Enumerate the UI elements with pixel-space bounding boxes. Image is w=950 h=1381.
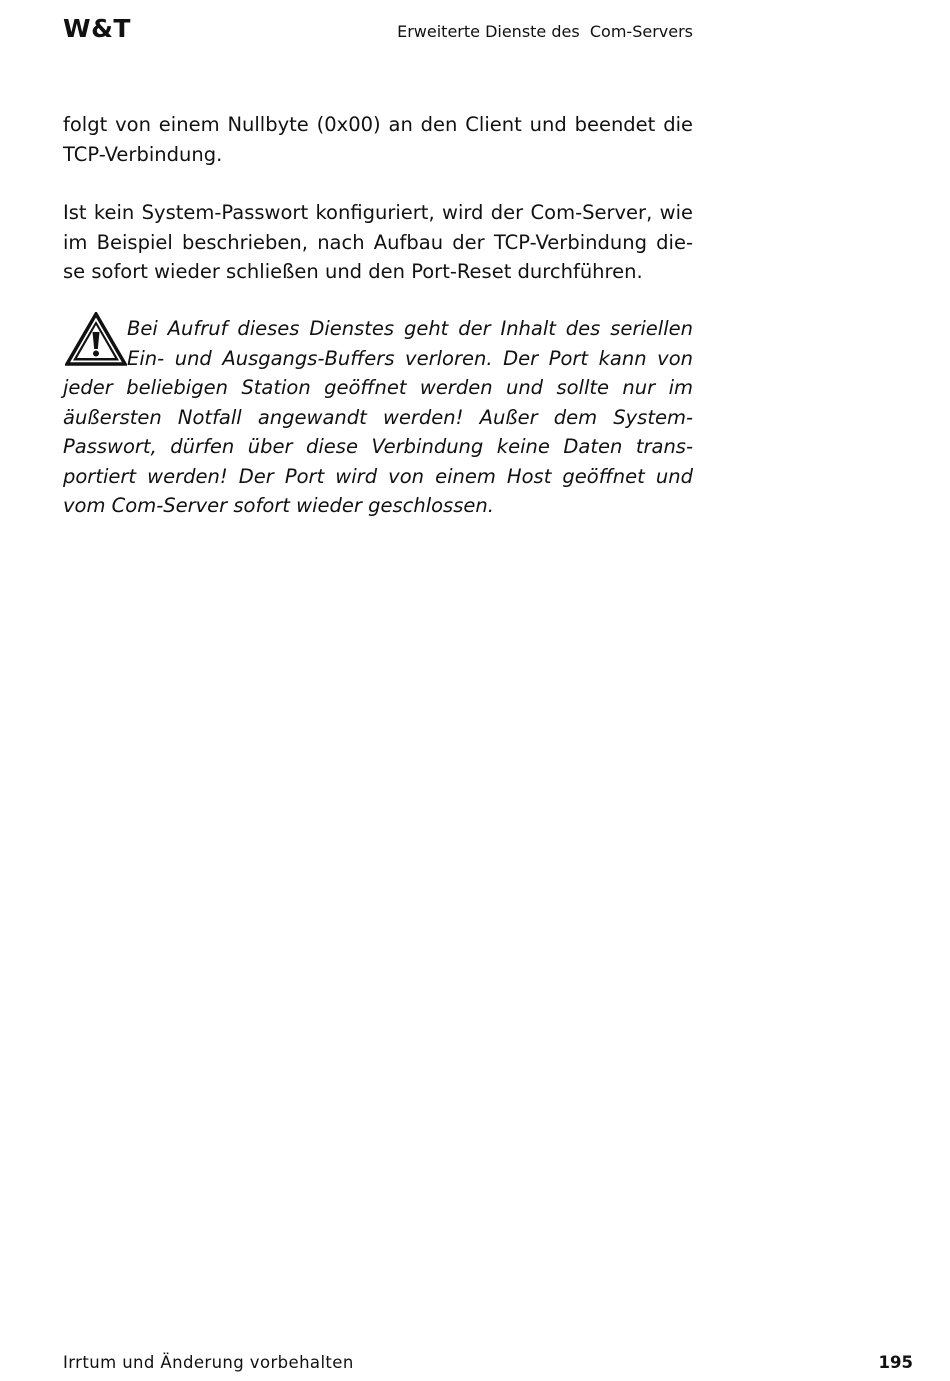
page-footer [63,1352,913,1376]
paragraph-line: TCP-Verbindung. [63,142,223,166]
paragraph-line: folgt von einem Nullbyte (0x00) an den Client und beendet die [63,113,693,136]
warning-line: Ein- und Ausgangs-Buffers verloren. Der Port kann von [127,346,693,370]
warning-triangle-icon [65,312,127,366]
paragraph-line: se sofort wieder schließen und den Port-Reset durchführen. [63,260,643,283]
paragraph-2 [63,198,693,287]
section-title: Erweiterte Dienste des Com-Servers [397,22,693,41]
warning-line: vom Com-Server sofort wieder geschlossen. [63,494,494,517]
warning-line: äußersten Notfall angewandt werden! Außer dem System- [63,405,693,429]
warning-line: Bei Aufruf dieses Dienstes geht der Inhalt des seriellen [127,317,693,340]
brand-logo: W&T [63,14,131,43]
paragraph-1 [63,110,693,169]
paragraph-line: Ist kein System-Passwort konfiguriert, wird der Com-Server, wie [63,201,693,224]
page-header [63,14,693,48]
warning-line: Passwort, dürfen über diese Verbindung keine Daten trans- [63,435,693,458]
warning-line: jeder beliebigen Station geöffnet werden und sollte nur im [63,376,693,399]
warning-line: portiert werden! Der Port wird von einem Host geöffnet und [63,464,693,488]
paragraph-line: im Beispiel beschrieben, nach Aufbau der TCP-Verbindung die- [63,230,693,254]
page-number: 195 [878,1353,913,1372]
footer-note: Irrtum und Änderung vorbehalten [63,1353,354,1372]
warning-notice [63,314,693,521]
